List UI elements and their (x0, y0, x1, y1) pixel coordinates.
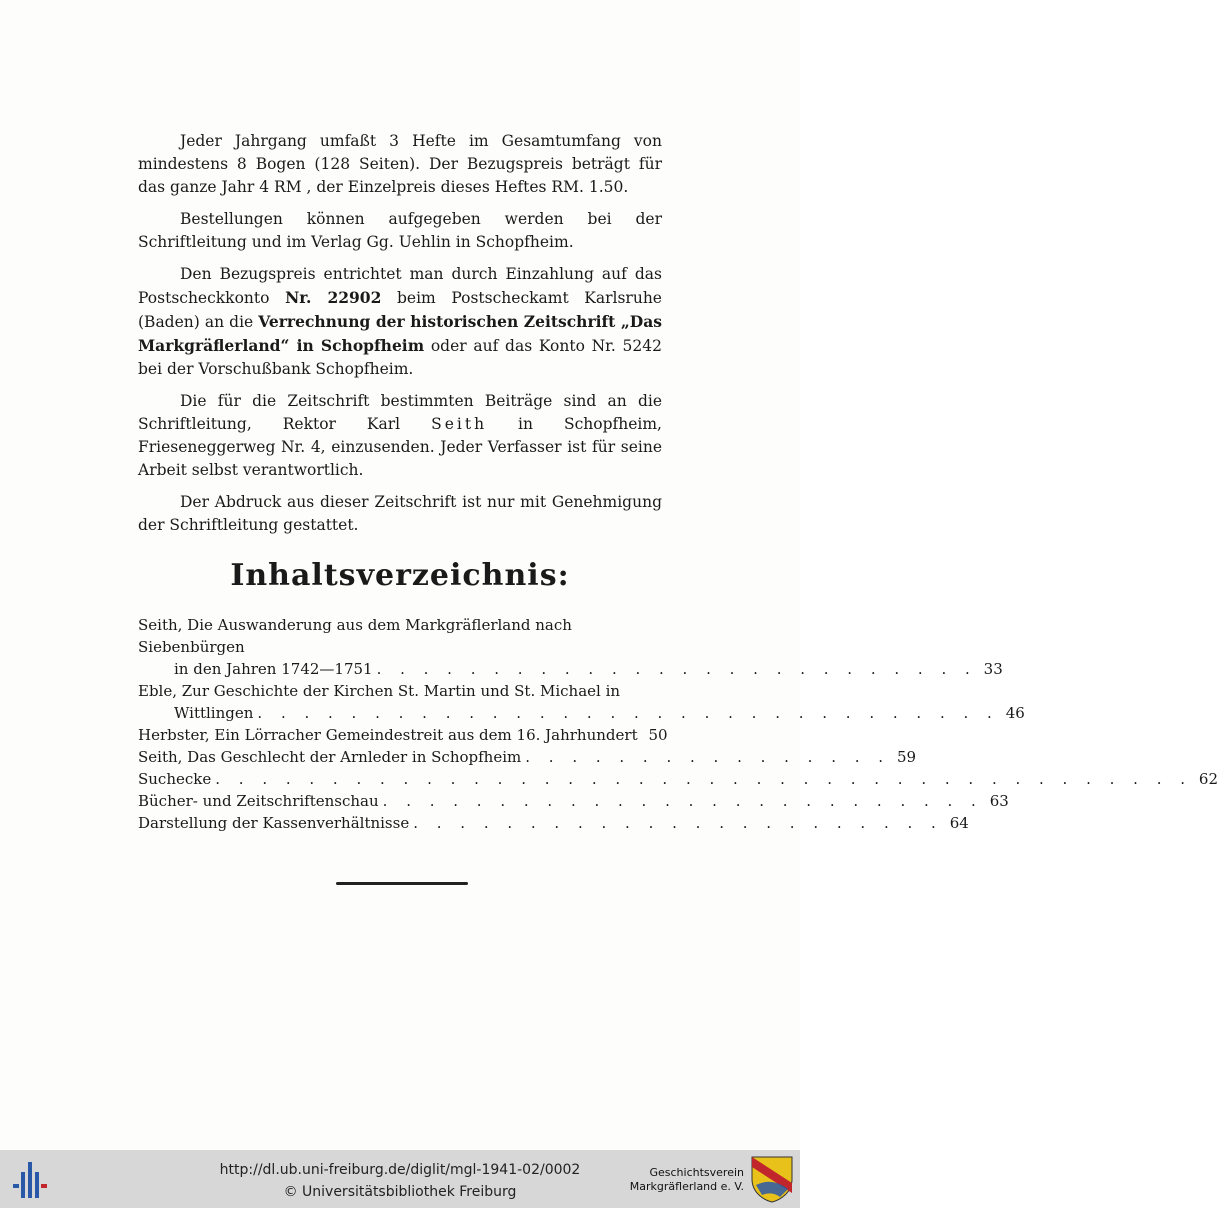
toc-page-number: 46 (1005, 704, 1025, 722)
toc-entry: Suchecke . . . . . . . . . . . . . . . . . . . . . . . . . . . . . . . . . . . . . . . . . . 62 (138, 770, 1218, 788)
imprint-text (138, 130, 662, 546)
toc-page-number: 50 (648, 726, 668, 744)
paragraph-reprint: Der Abdruck aus dieser Zeitschrift ist nur mit Genehmigung der Schriftleitung gestattet. (138, 493, 662, 534)
paragraph-subscription: Jeder Jahrgang umfaßt 3 Hefte im Gesamtumfang von mindestens 8 Bogen (128 Seiten). Der Bezugspreis beträgt für das ganze Jahr 4 RM , der Einzelpreis dieses Heftes RM. 1.50. (138, 132, 662, 196)
toc-entry: Darstellung der Kassenverhältnisse . . . . . . . . . . . . . . . . . . . . . . . 64 (138, 814, 969, 832)
paragraph-payment: Den Bezugspreis entrichtet man durch Einzahlung auf das Postscheckkonto Nr. 22902 beim Postscheckamt Karlsruhe (Baden) an die Verrechnung der historischen Zeitschrift „Das Markgräflerland“ in Schopfheim oder auf das Konto Nr. 5242 bei der Vorschußbank Schopfheim. (138, 265, 662, 378)
table-of-contents (138, 614, 1218, 834)
leader-dots: . . . . . . . . . . . . . . . . . . . . . . . (413, 814, 943, 832)
copyright-text: © Universitätsbibliothek Freiburg (283, 1184, 517, 1200)
leader-dots: . . . . . . . . . . . . . . . . (525, 748, 891, 766)
coat-of-arms-icon (750, 1155, 794, 1203)
toc-entry: Eble, Zur Geschichte der Kirchen St. Martin und St. Michael in Wittlingen . . . . . . . . . . . . . . . . . . . . . . . . . . . . . . . . 46 (138, 682, 1025, 722)
viewer-footer (0, 1150, 800, 1208)
toc-entry-text: Eble, Zur Geschichte der Kirchen St. Martin und St. Michael in (138, 682, 621, 700)
toc-page-number: 59 (896, 748, 917, 766)
leader-dots: . . . . . . . . . . . . . . . . . . . . . . . . . . (382, 792, 983, 810)
account-number: Nr. 22902 (285, 288, 382, 307)
society-name: Geschichtsverein Markgräflerland e. V. (629, 1166, 744, 1193)
toc-entry-text: Seith, Die Auswanderung aus dem Markgräflerland nach Siebenbürgen (138, 616, 572, 656)
leader-dots: . . . . . . . . . . . . . . . . . . . . . . . . . . . . . . . . . . . . . . . . . . (215, 770, 1192, 788)
toc-entry: Seith, Die Auswanderung aus dem Markgräflerland nach Siebenbürgen in den Jahren 1742—1751 . . . . . . . . . . . . . . . . . . . . . . . . . . 33 (138, 616, 1003, 678)
paragraph-contributions: Die für die Zeitschrift bestimmten Beiträge sind an die Schriftleitung, Rektor Karl Seith in Schopfheim, Frieseneggerweg Nr. 4, einzusenden. Jeder Verfasser ist für seine Arbeit selbst verantwortlich. (138, 392, 662, 479)
paragraph-orders: Bestellungen können aufgegeben werden bei der Schriftleitung und im Verlag Gg. Uehlin in Schopfheim. (138, 210, 662, 251)
toc-page-number: 33 (983, 660, 1003, 678)
toc-entry: Bücher- und Zeitschriftenschau . . . . . . . . . . . . . . . . . . . . . . . . . . 63 (138, 792, 1009, 810)
payee-name: Verrechnung der historischen Zeitschrift „Das Markgräflerland“ in Schopfheim (138, 312, 662, 355)
leader-dots: . . . . . . . . . . . . . . . . . . . . . . . . . . . . . . . . (257, 704, 999, 722)
leader-dots: . . . . . . . . . . . . . . . . . . . . . . . . . . (376, 660, 977, 678)
editor-name: Seith (431, 415, 488, 433)
permalink-url[interactable]: http://dl.ub.uni-freiburg.de/diglit/mgl-1941-02/0002 (219, 1162, 581, 1178)
closing-rule (336, 882, 468, 885)
toc-page-number: 63 (989, 792, 1009, 810)
toc-entry: Seith, Das Geschlecht der Arnleder in Schopfheim . . . . . . . . . . . . . . . . 59 (138, 748, 917, 766)
toc-page-number: 64 (949, 814, 969, 832)
toc-entry: Herbster, Ein Lörracher Gemeindestreit aus dem 16. Jahrhundert 50 (138, 726, 668, 744)
toc-title: Inhaltsverzeichnis: (230, 558, 570, 593)
toc-page-number: 62 (1198, 770, 1218, 788)
